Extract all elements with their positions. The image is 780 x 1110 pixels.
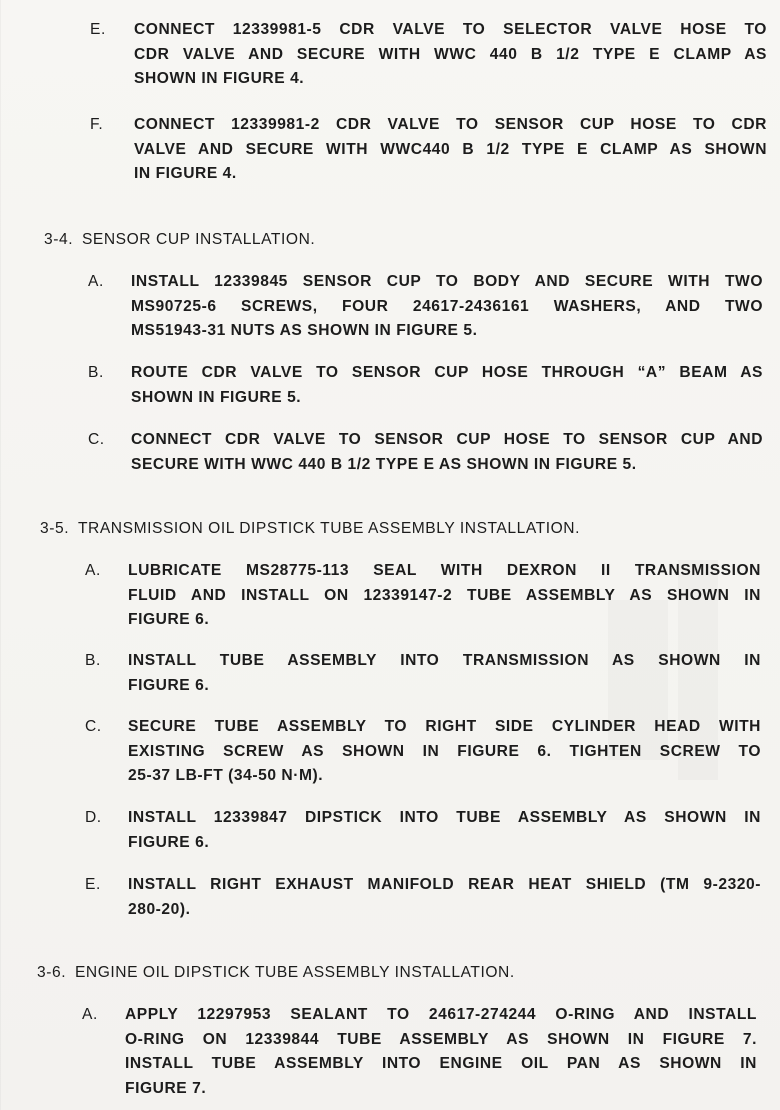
step-text-line: 280-20). (128, 900, 191, 918)
step-text-line: ROUTE CDR VALVE TO SENSOR CUP HOSE THROUGH “A” BEAM AS (131, 364, 763, 381)
step-marker: B. (88, 364, 104, 381)
step-text-line: INSTALL 12339845 SENSOR CUP TO BODY AND SECURE WITH TWO (131, 273, 763, 290)
step-text-line: LUBRICATE MS28775-113 SEAL WITH DEXRON II TRANSMISSION (128, 562, 761, 579)
step-marker: C. (88, 431, 105, 448)
step-marker: A. (85, 562, 101, 579)
section-number: 3-4. (44, 231, 74, 248)
step-text-line: FIGURE 7. (125, 1079, 207, 1097)
step-text-line: INSTALL TUBE ASSEMBLY INTO TRANSMISSION AS SHOWN IN (128, 652, 761, 669)
step-marker: D. (85, 809, 102, 826)
section-heading (40, 517, 580, 541)
step-text-line: MS90725-6 SCREWS, FOUR 24617-2436161 WASHERS, AND TWO (131, 297, 763, 315)
step-text-line: 25-37 LB-FT (34-50 N·M). (128, 767, 324, 784)
step-text-line: EXISTING SCREW AS SHOWN IN FIGURE 6. TIGHTEN SCREW TO (128, 742, 761, 760)
step-marker: F. (90, 116, 104, 133)
step-text-line: INSTALL 12339847 DIPSTICK INTO TUBE ASSEMBLY AS SHOWN IN (128, 809, 761, 826)
step-text-line: CDR VALVE AND SECURE WITH WWC 440 B 1/2 TYPE E CLAMP AS (134, 45, 767, 63)
step-text-line: MS51943-31 NUTS AS SHOWN IN FIGURE 5. (131, 322, 478, 339)
step-text-line: IN FIGURE 4. (134, 165, 237, 182)
step-text-line: FIGURE 6. (128, 833, 210, 851)
section-title: TRANSMISSION OIL DIPSTICK TUBE ASSEMBLY INSTALLATION. (77, 520, 580, 537)
step-text-line: CONNECT 12339981-5 CDR VALVE TO SELECTOR VALVE HOSE TO (134, 21, 767, 38)
step-text-line: CONNECT CDR VALVE TO SENSOR CUP HOSE TO SENSOR CUP AND (131, 431, 763, 448)
step-marker: A. (82, 1006, 98, 1023)
step-text-line: SHOWN IN FIGURE 4. (134, 70, 305, 87)
step-text-line: CONNECT 12339981-2 CDR VALVE TO SENSOR CUP HOSE TO CDR (134, 116, 767, 133)
step-marker: A. (88, 273, 104, 290)
section-number: 3-5. (40, 520, 70, 537)
step-text-line: APPLY 12297953 SEALANT TO 24617-274244 O-RING AND INSTALL (125, 1006, 757, 1023)
section-title: SENSOR CUP INSTALLATION. (81, 231, 316, 248)
section-heading (37, 961, 515, 985)
step-text-line: O-RING ON 12339844 TUBE ASSEMBLY AS SHOWN IN FIGURE 7. (125, 1030, 757, 1048)
step-text-line: INSTALL TUBE ASSEMBLY INTO ENGINE OIL PAN AS SHOWN IN (125, 1055, 757, 1072)
step-text-line: VALVE AND SECURE WITH WWC440 B 1/2 TYPE E CLAMP AS SHOWN (134, 140, 767, 158)
step-text-line: FLUID AND INSTALL ON 12339147-2 TUBE ASSEMBLY AS SHOWN IN (128, 586, 761, 604)
section-number: 3-6. (37, 964, 67, 981)
step-text-line: FIGURE 6. (128, 676, 210, 694)
section-title: ENGINE OIL DIPSTICK TUBE ASSEMBLY INSTALLATION. (74, 964, 515, 981)
step-marker: E. (90, 21, 106, 38)
section-heading (44, 228, 315, 252)
step-text-line: SECURE WITH WWC 440 B 1/2 TYPE E AS SHOWN IN FIGURE 5. (131, 455, 637, 473)
step-marker: B. (85, 652, 101, 669)
step-text-line: FIGURE 6. (128, 611, 210, 628)
step-text-line: SECURE TUBE ASSEMBLY TO RIGHT SIDE CYLINDER HEAD WITH (128, 718, 761, 735)
step-marker: E. (85, 876, 101, 893)
step-text-line: SHOWN IN FIGURE 5. (131, 388, 302, 406)
step-text-line: INSTALL RIGHT EXHAUST MANIFOLD REAR HEAT SHIELD (TM 9-2320- (128, 876, 761, 893)
step-marker: C. (85, 718, 102, 735)
